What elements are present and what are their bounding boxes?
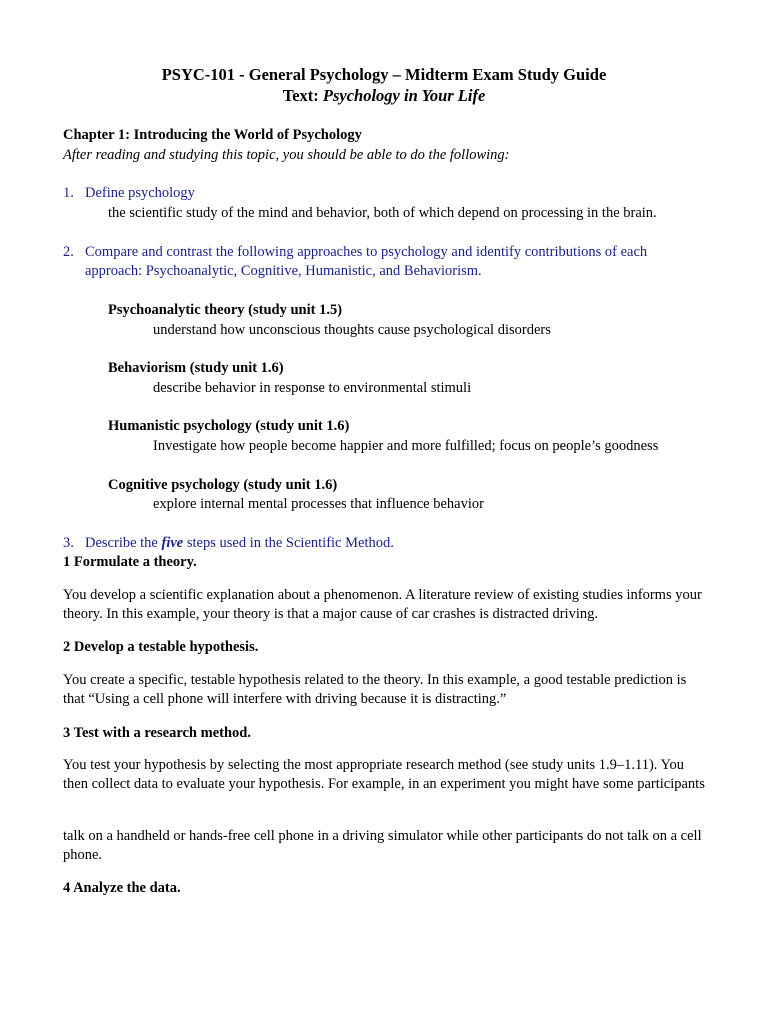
step-3-heading: 3 Test with a research method.	[63, 725, 251, 741]
objective-2	[63, 243, 647, 262]
step-2-paragraph: You create a specific, testable hypothesis related to the theory. In this example, a good testable prediction is that “Using a cell phone will interfere with driving because it is distracting.”	[63, 672, 687, 707]
approach-psychoanalytic-title: Psychoanalytic theory (study unit 1.5)	[108, 302, 343, 318]
objective-3-number: 3.	[63, 535, 74, 551]
approach-behaviorism-title: Behaviorism (study unit 1.6)	[108, 360, 284, 376]
objective-1	[63, 184, 195, 203]
document-title	[0, 64, 768, 106]
approach-psychoanalytic-description: understand how unconscious thoughts cause psychological disorders	[153, 322, 551, 338]
step-1-heading: 1 Formulate a theory.	[63, 554, 197, 570]
step-3-paragraph-1: You test your hypothesis by selecting the most appropriate research method (see study units 1.9–1.11). You then collect data to evaluate your hypothesis. For example, in an experiment you might have some participants	[63, 757, 705, 792]
approach-humanistic-description: Investigate how people become happier and more fulfilled; focus on people’s goodness	[153, 438, 659, 454]
objective-3-text-prefix: Describe the	[85, 535, 162, 551]
title-line-course: PSYC-101 - General Psychology – Midterm Exam Study Guide	[161, 65, 607, 84]
title-line-text	[0, 85, 768, 106]
objective-2-text-line1: Compare and contrast the following approaches to psychology and identify contributions of each	[85, 244, 648, 260]
approach-cognitive-title: Cognitive psychology (study unit 1.6)	[108, 477, 338, 493]
step-4-heading: 4 Analyze the data.	[63, 880, 181, 896]
objective-2-text-line2: approach: Psychoanalytic, Cognitive, Humanistic, and Behaviorism.	[85, 263, 482, 279]
title-book-name: Psychology in Your Life	[322, 86, 486, 105]
approach-behaviorism-description: describe behavior in response to environmental stimuli	[153, 380, 472, 396]
approach-cognitive-description: explore internal mental processes that influence behavior	[153, 496, 484, 512]
step-2-heading: 2 Develop a testable hypothesis.	[63, 639, 259, 655]
step-1-paragraph: You develop a scientific explanation about a phenomenon. A literature review of existing studies informs your theory. In this example, your theory is that a major cause of car crashes is distracted driving.	[63, 587, 702, 622]
chapter-intro: After reading and studying this topic, you should be able to do the following:	[63, 147, 510, 163]
chapter-heading: Chapter 1: Introducing the World of Psychology	[63, 127, 362, 143]
step-3-paragraph-2: talk on a handheld or hands-free cell phone in a driving simulator while other participants do not talk on a cell phone.	[63, 828, 702, 863]
objective-1-answer: the scientific study of the mind and behavior, both of which depend on processing in the brain.	[108, 205, 657, 221]
objective-2-number: 2.	[63, 244, 74, 260]
objective-1-text: Define psychology	[85, 185, 195, 201]
approach-humanistic-title: Humanistic psychology (study unit 1.6)	[108, 418, 350, 434]
title-text-label: Text:	[282, 86, 323, 105]
objective-3	[63, 534, 394, 553]
objective-3-text-emphasis: five	[161, 535, 184, 551]
objective-1-number: 1.	[63, 185, 74, 201]
objective-3-text-suffix: steps used in the Scientific Method.	[183, 535, 394, 551]
